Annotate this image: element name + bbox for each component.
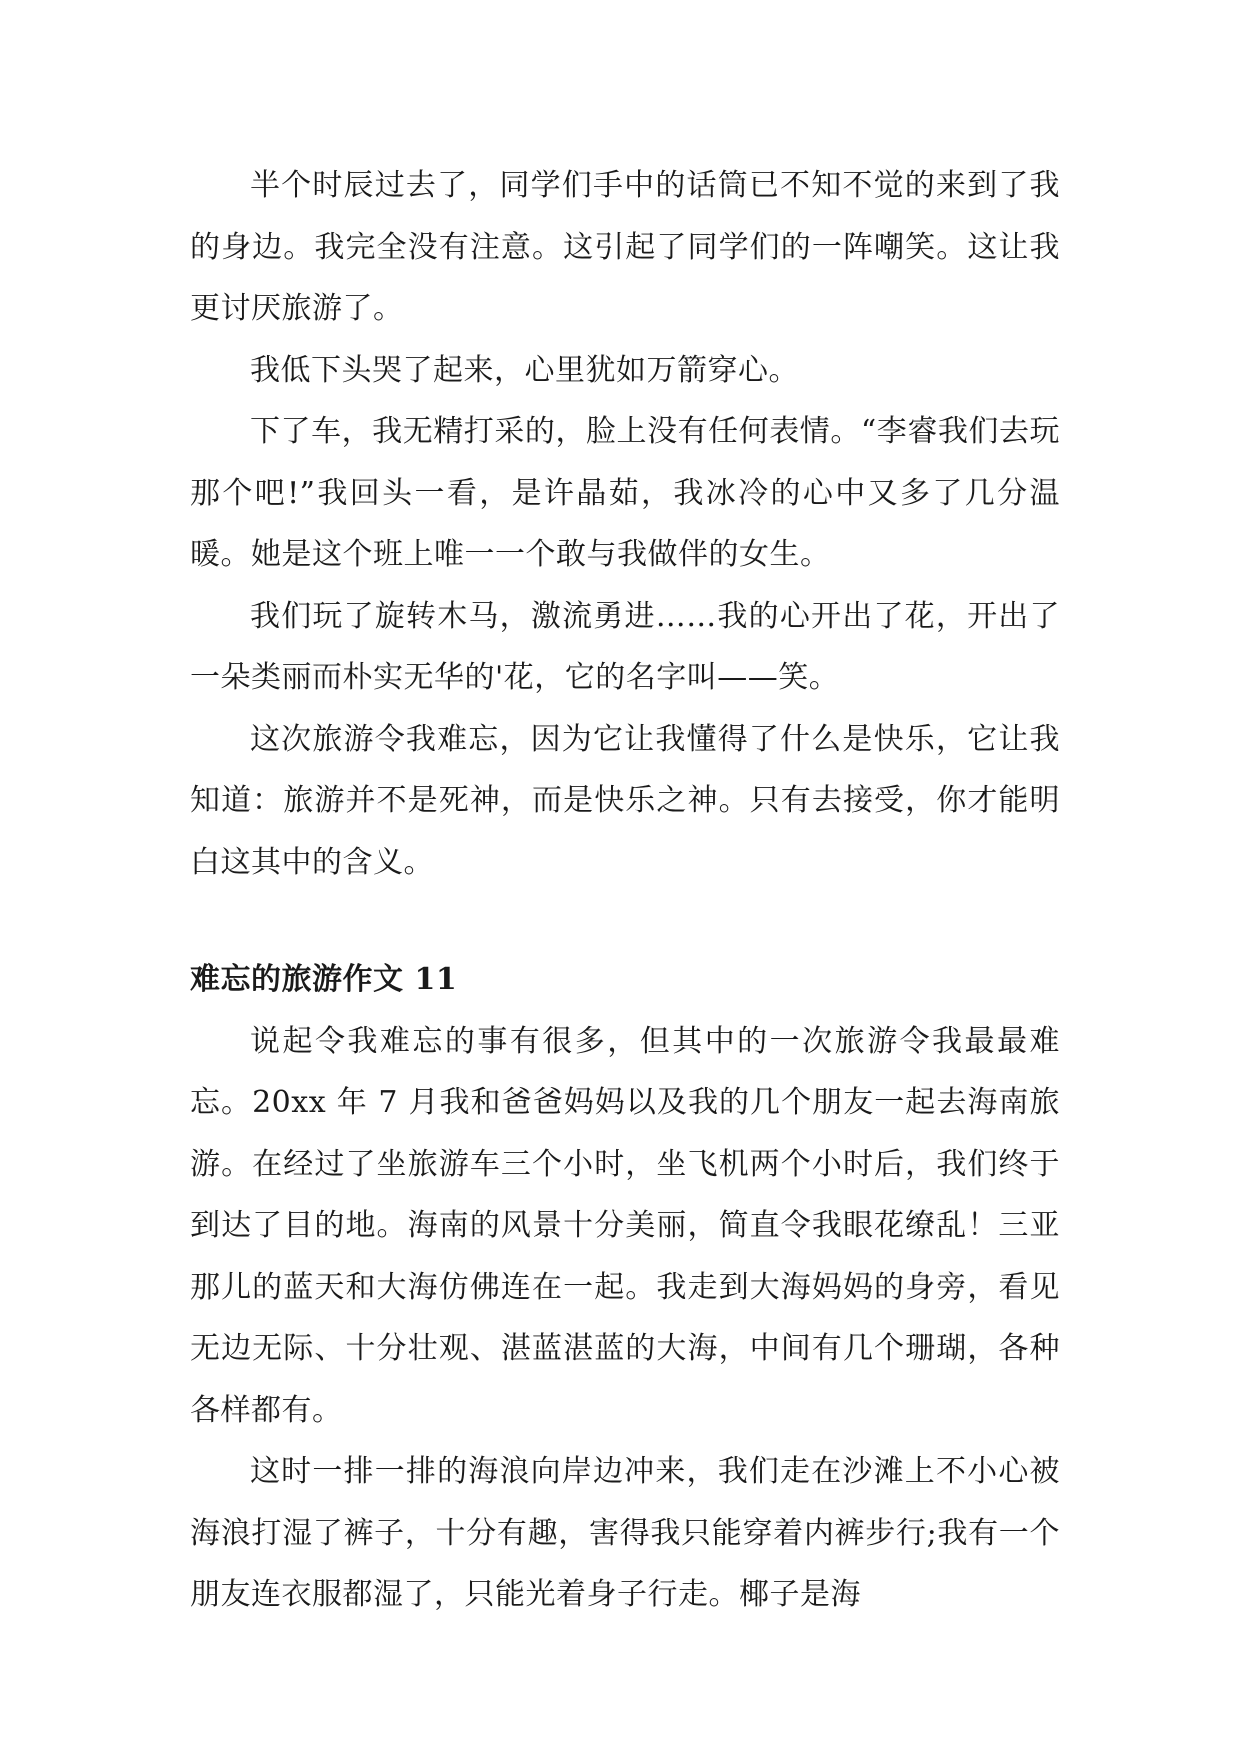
paragraph: 我低下头哭了起来，心里犹如万箭穿心。 <box>250 352 799 388</box>
paragraph: 这时一排一排的海浪向岸边冲来，我们走在沙滩上不小心被海浪打湿了裤子，十分有趣，害得我只能穿着内裤步行;我有一个朋友连衣服都湿了，只能光着身子行走。椰子是海 <box>190 1454 1060 1612</box>
paragraph: 我们玩了旋转木马，激流勇进……我的心开出了花，开出了一朵类丽而朴实无华的'花，它的名字叫——笑。 <box>190 598 1060 695</box>
paragraph: 这次旅游令我难忘，因为它让我懂得了什么是快乐，它让我知道：旅游并不是死神，而是快乐之神。只有去接受，你才能明白这其中的含义。 <box>190 721 1060 880</box>
paragraph: 说起令我难忘的事有很多，但其中的一次旅游令我最最难忘。20xx 年 7 月我和爸爸妈妈以及我的几个朋友一起去海南旅游。在经过了坐旅游车三个小时，坐飞机两个小时后，我们终于到达了目的地。海南的风景十分美丽，简直令我眼花缭乱！三亚那儿的蓝天和大海仿佛连在一起。我走到大海妈妈的身旁，看见无边无际、十分壮观、湛蓝湛蓝的大海，中间有几个珊瑚，各种各样都有。 <box>190 1023 1060 1428</box>
section-title: 难忘的旅游作文 11 <box>190 962 458 997</box>
paragraph: 下了车，我无精打采的，脸上没有任何表情。“李睿我们去玩那个吧!”我回头一看，是许晶茹，我冰冷的心中又多了几分温暖。她是这个班上唯一一个敢与我做伴的女生。 <box>190 414 1060 572</box>
paragraph: 半个时辰过去了，同学们手中的话筒已不知不觉的来到了我的身边。我完全没有注意。这引起了同学们的一阵嘲笑。这让我更讨厌旅游了。 <box>190 168 1060 326</box>
document-page <box>190 155 1060 1626</box>
